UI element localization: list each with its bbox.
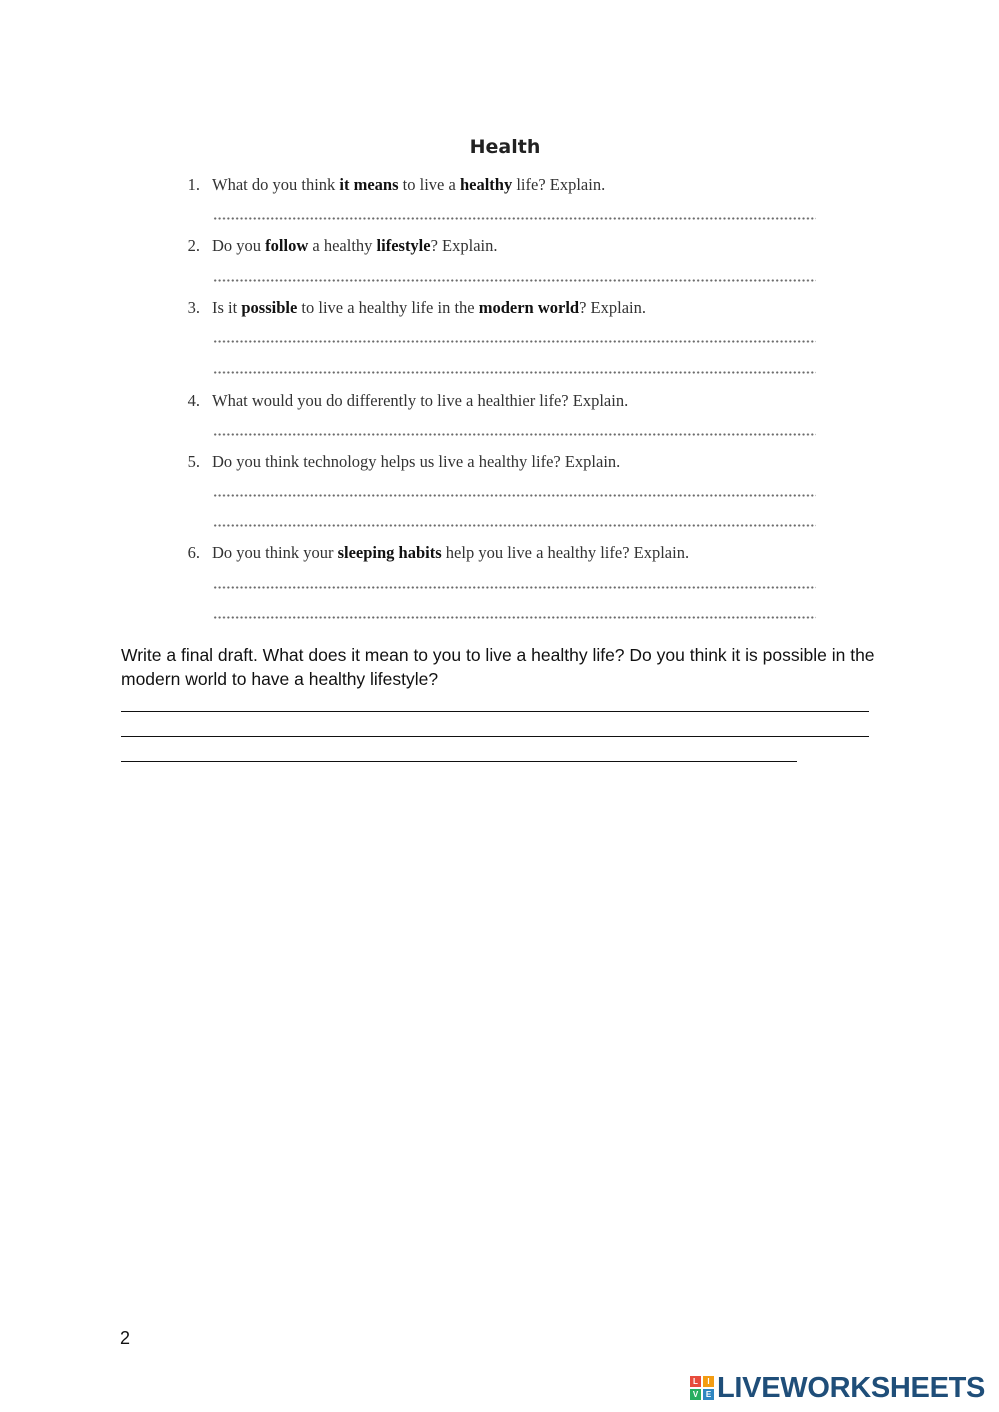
bold-keyword: possible [241, 298, 298, 317]
question-text-run: Do you think technology helps us live a healthy life? Explain. [212, 452, 621, 471]
question-text-run: Do you think your [212, 543, 338, 562]
liveworksheets-logo [690, 1372, 985, 1404]
page-number: 2 [120, 1328, 131, 1348]
answer-line-3b[interactable] [213, 371, 816, 374]
question-4-text [212, 391, 628, 411]
answer-line-4a[interactable] [213, 433, 816, 436]
question-text-run: life? Explain. [512, 175, 606, 194]
question-text-run: a healthy [308, 236, 377, 255]
logo-letter: E [703, 1389, 714, 1400]
logo-mark-icon [690, 1376, 714, 1400]
bold-keyword: it means [339, 175, 399, 194]
bold-keyword: modern world [478, 298, 580, 317]
question-text-run: ? Explain. [430, 236, 498, 255]
question-text-run: help you live a healthy life? Explain. [441, 543, 690, 562]
worksheet-title: Health [469, 136, 541, 158]
answer-line-5b[interactable] [213, 524, 816, 527]
question-text-run: What do you think [212, 175, 340, 194]
logo-letter: I [703, 1376, 714, 1387]
question-2-number: 2. [187, 236, 200, 255]
final-draft-prompt: Write a final draft. What does it mean to you to live a healthy life? Do you think it is possible in the modern world to have a healthy lifestyle? [121, 645, 875, 689]
question-1-text [212, 175, 605, 195]
question-3-text [212, 298, 646, 318]
answer-line-6a[interactable] [213, 586, 816, 589]
question-text-run: Is it [212, 298, 242, 317]
question-1-number: 1. [187, 175, 200, 194]
logo-letter: V [690, 1389, 701, 1400]
writing-line-1[interactable] [121, 711, 869, 712]
logo-letter: L [690, 1376, 701, 1387]
question-4-number: 4. [187, 391, 200, 410]
bold-keyword: follow [265, 236, 309, 255]
question-5-text [212, 452, 620, 472]
question-2-text [212, 236, 498, 256]
question-text-run: Do you [212, 236, 266, 255]
question-text-run: to live a [398, 175, 460, 194]
bold-keyword: sleeping habits [337, 543, 442, 562]
writing-line-3[interactable] [121, 761, 797, 762]
question-text-run: What would you do differently to live a healthier life? Explain. [212, 391, 629, 410]
answer-line-5a[interactable] [213, 494, 816, 497]
bold-keyword: lifestyle [376, 236, 431, 255]
answer-line-6b[interactable] [213, 616, 816, 619]
answer-line-3a[interactable] [213, 340, 816, 343]
brand-name: LIVEWORKSHEETS [717, 1371, 986, 1404]
bold-keyword: healthy [459, 175, 513, 194]
question-5-number: 5. [187, 452, 200, 471]
question-text-run: to live a healthy life in the [297, 298, 479, 317]
question-3-number: 3. [187, 298, 200, 317]
answer-line-1a[interactable] [213, 217, 816, 220]
writing-line-2[interactable] [121, 736, 869, 737]
question-text-run: ? Explain. [579, 298, 647, 317]
question-6-number: 6. [187, 543, 200, 562]
question-6-text [212, 543, 689, 563]
answer-line-2a[interactable] [213, 279, 816, 282]
